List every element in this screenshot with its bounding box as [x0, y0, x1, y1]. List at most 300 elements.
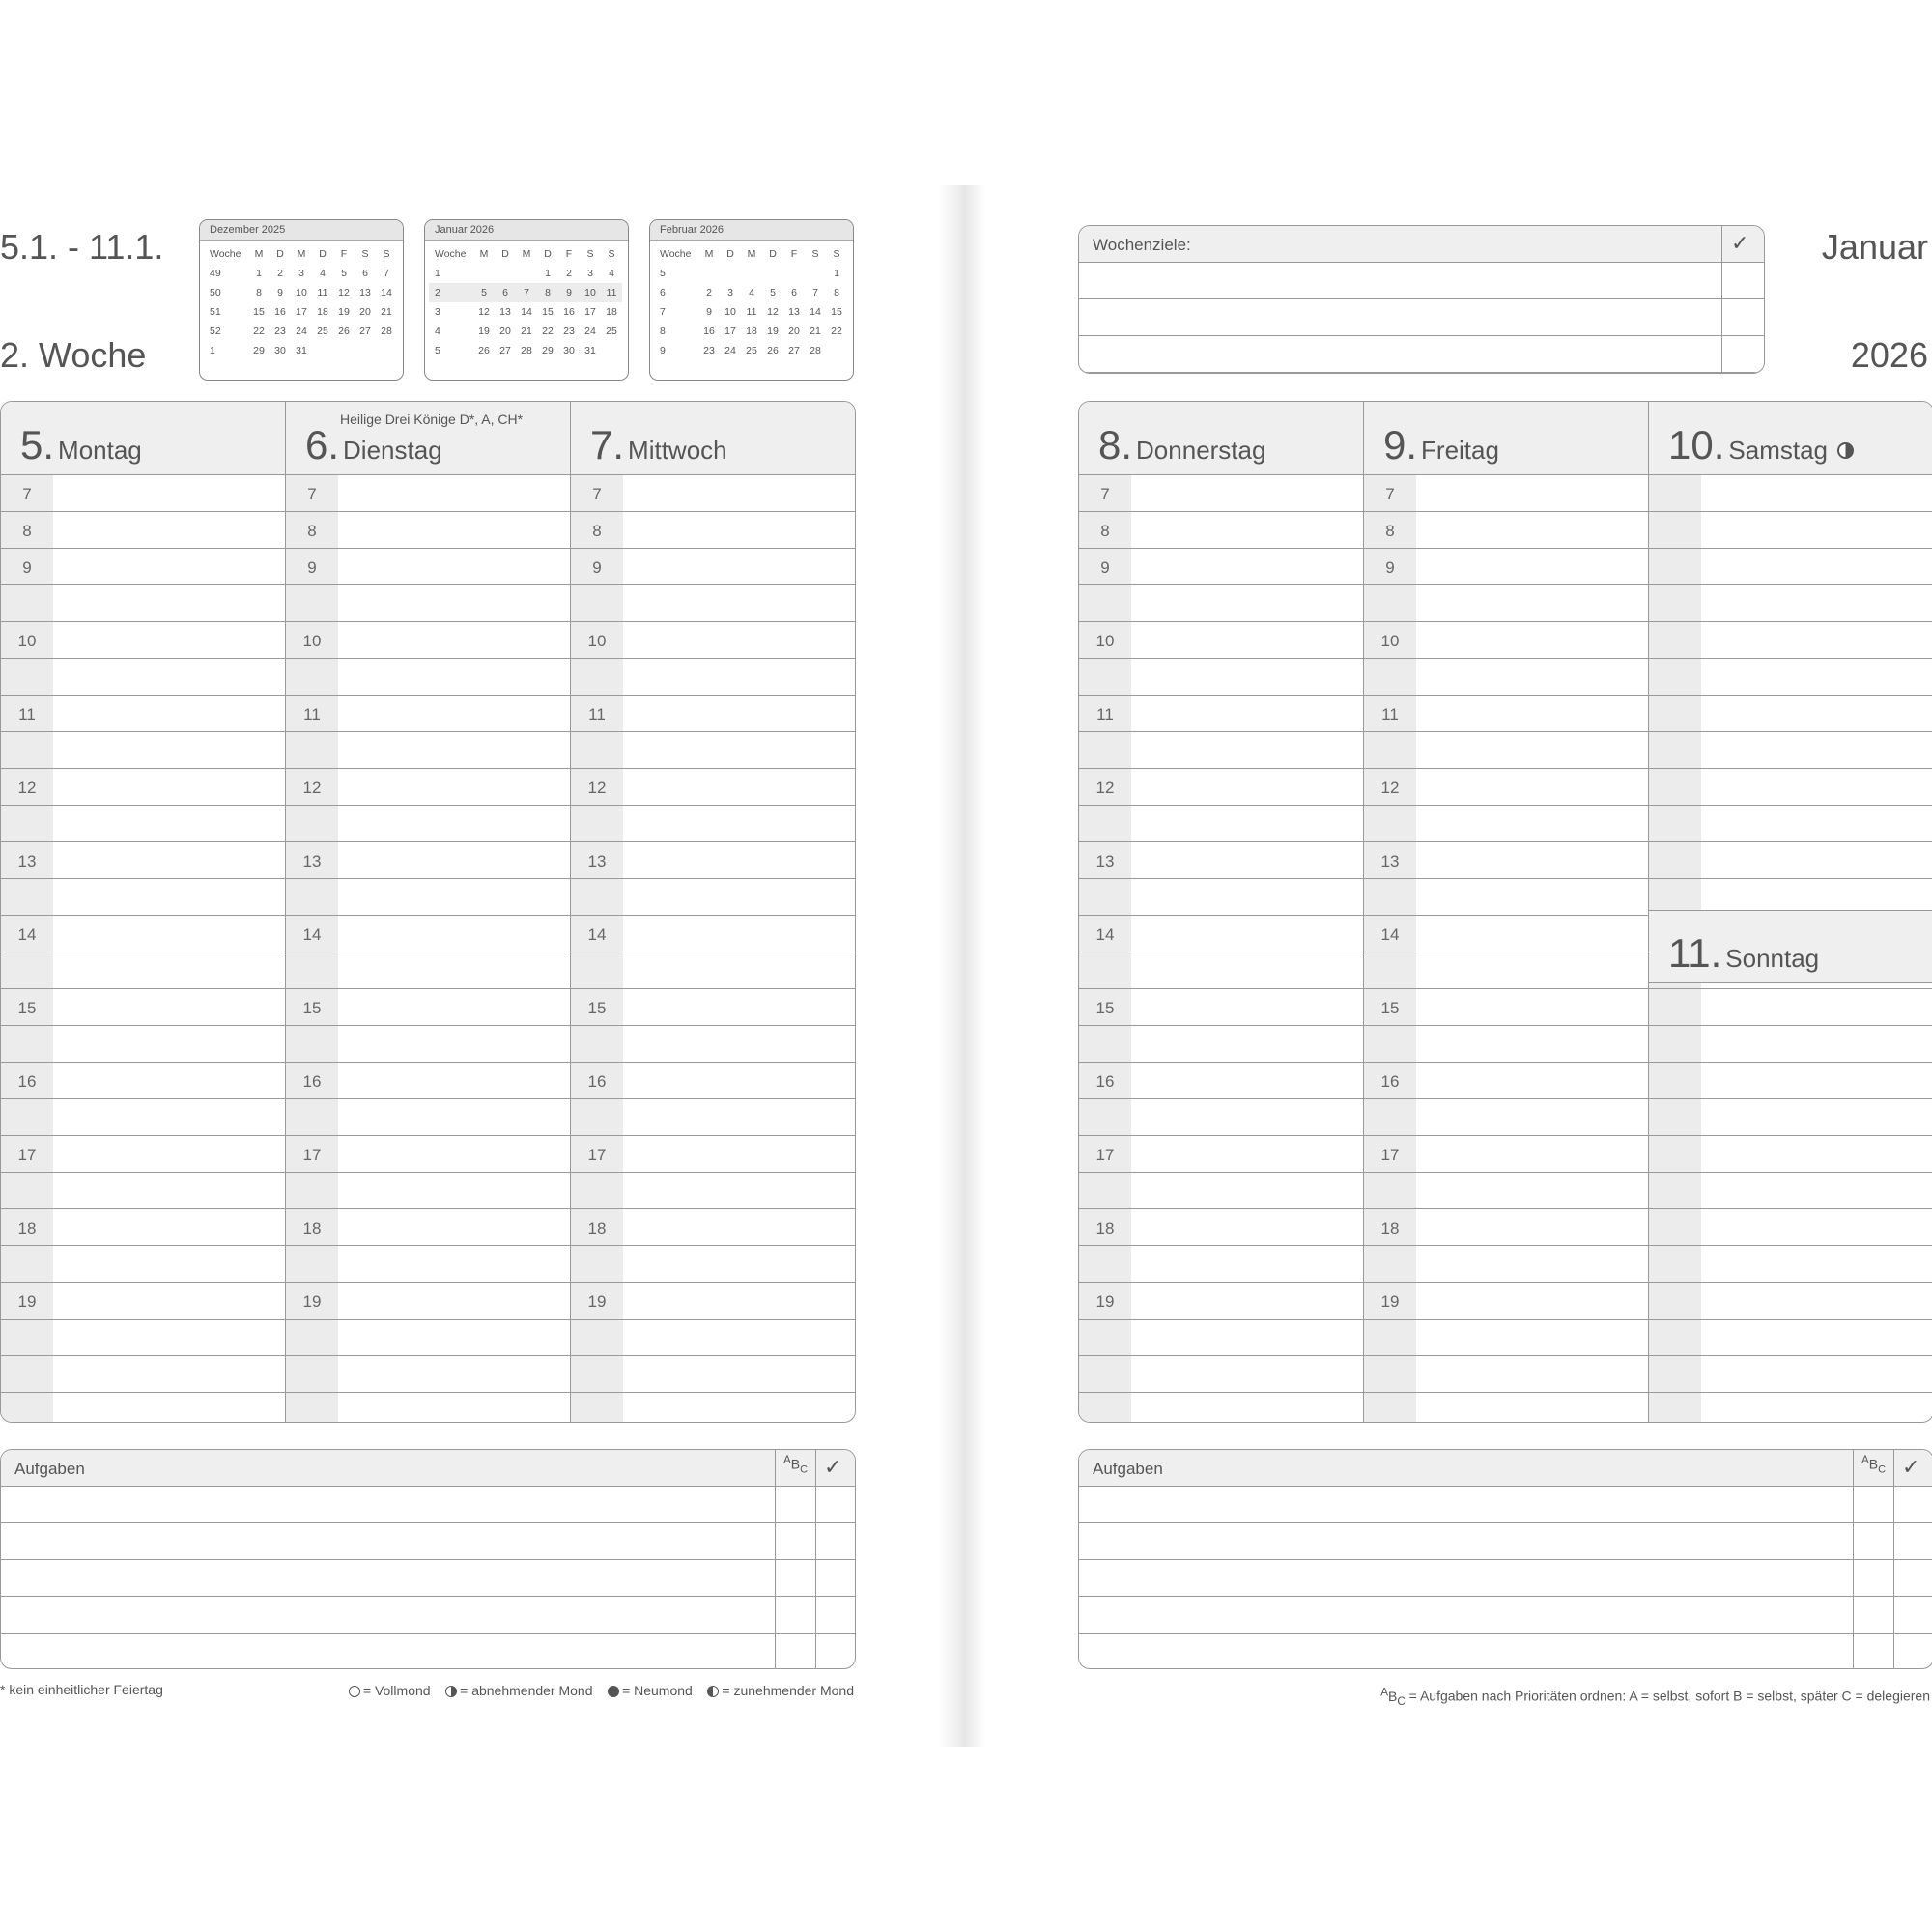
- day-number: 5.: [20, 422, 55, 468]
- time-slot[interactable]: [1, 916, 285, 952]
- time-slot[interactable]: [1364, 1063, 1648, 1099]
- time-slot[interactable]: [1079, 1283, 1363, 1320]
- time-slot[interactable]: [286, 732, 570, 769]
- task-row[interactable]: [1079, 1634, 1932, 1669]
- time-slot[interactable]: [286, 1356, 570, 1393]
- time-slot[interactable]: [1079, 989, 1363, 1026]
- date-cell: M: [479, 248, 489, 260]
- time-slot[interactable]: [1649, 806, 1932, 842]
- time-slot[interactable]: [571, 1283, 855, 1320]
- hour-label: 13: [1095, 852, 1115, 870]
- mini-calendar-week-row: [204, 302, 397, 322]
- time-slot[interactable]: [1364, 1026, 1648, 1063]
- time-slot[interactable]: [1079, 475, 1363, 512]
- date-cell: M: [297, 248, 306, 260]
- time-slot[interactable]: [571, 549, 855, 585]
- time-slot[interactable]: [1364, 769, 1648, 806]
- time-slot[interactable]: [1364, 952, 1648, 989]
- time-slot[interactable]: [1649, 1173, 1932, 1209]
- day-number-label: [305, 422, 442, 468]
- time-slot[interactable]: [1364, 512, 1648, 549]
- time-slot[interactable]: [286, 1136, 570, 1173]
- date-cell: F: [790, 248, 798, 260]
- mini-calendar-december: [199, 219, 404, 381]
- day-number-label: [20, 422, 142, 468]
- task-row[interactable]: [1, 1634, 855, 1669]
- day-column-freitag: [1363, 402, 1648, 1422]
- time-slot[interactable]: [286, 659, 570, 696]
- hour-label: 14: [587, 925, 607, 944]
- time-slot[interactable]: [1364, 732, 1648, 769]
- time-slot[interactable]: [1, 952, 285, 989]
- time-slot[interactable]: [1, 769, 285, 806]
- hour-label: 18: [587, 1219, 607, 1237]
- time-slot[interactable]: [286, 512, 570, 549]
- hour-label: 9: [1100, 558, 1110, 577]
- time-slot[interactable]: [1649, 585, 1932, 622]
- day-column-donnerstag: [1079, 402, 1363, 1422]
- week-number: 9: [660, 345, 666, 356]
- time-slot[interactable]: [1649, 1356, 1932, 1393]
- task-row[interactable]: [1079, 1487, 1932, 1523]
- time-slot[interactable]: [1, 696, 285, 732]
- time-slot[interactable]: [1649, 475, 1932, 512]
- time-slot[interactable]: [286, 1393, 570, 1423]
- time-slot[interactable]: [1079, 1393, 1363, 1423]
- hour-label: 19: [302, 1293, 322, 1311]
- time-slot[interactable]: [571, 512, 855, 549]
- time-slot[interactable]: [1364, 916, 1648, 952]
- moon-legend: = Vollmond = abnehmender Mond = Neumond = zunehmender Mond: [349, 1683, 854, 1698]
- mini-calendar-week-row: [429, 283, 622, 302]
- time-slot[interactable]: [571, 585, 855, 622]
- abc-priority-icon: $^AB_C$: [1380, 1686, 1406, 1708]
- time-slot[interactable]: [286, 1173, 570, 1209]
- time-slot[interactable]: [1649, 622, 1932, 659]
- hour-label: 15: [302, 999, 322, 1017]
- date-cell: 25: [606, 326, 617, 337]
- mini-calendar-header-row: [654, 244, 847, 264]
- date-cell: 4: [320, 268, 326, 279]
- holiday-note: Heilige Drei Könige D*, A, CH*: [340, 412, 524, 427]
- time-slot[interactable]: [1364, 1099, 1648, 1136]
- date-cell: [495, 264, 516, 283]
- time-slot[interactable]: [1079, 1246, 1363, 1283]
- time-slot[interactable]: [571, 989, 855, 1026]
- time-slot[interactable]: [1, 1099, 285, 1136]
- time-slot[interactable]: [1079, 512, 1363, 549]
- time-slot[interactable]: [571, 1356, 855, 1393]
- hour-label: 14: [17, 925, 37, 944]
- mini-calendar-week-row: [654, 341, 847, 360]
- time-slot[interactable]: [1079, 1356, 1363, 1393]
- task-row[interactable]: [1079, 1560, 1932, 1597]
- time-slot[interactable]: [571, 622, 855, 659]
- time-slot[interactable]: [1079, 732, 1363, 769]
- mini-calendar-week-row: [204, 283, 397, 302]
- time-slot[interactable]: [1079, 806, 1363, 842]
- time-slot[interactable]: [1, 659, 285, 696]
- waning-moon-icon: [445, 1686, 457, 1697]
- time-slot[interactable]: [1364, 475, 1648, 512]
- hour-label: 13: [302, 852, 322, 870]
- date-cell: 19: [478, 326, 490, 337]
- hour-label: 15: [1380, 999, 1400, 1017]
- date-cell: M: [522, 248, 531, 260]
- time-slot[interactable]: [1649, 1099, 1932, 1136]
- date-cell: 6: [495, 283, 516, 302]
- time-slot[interactable]: [1649, 732, 1932, 769]
- time-slot[interactable]: [1079, 1099, 1363, 1136]
- week-number: 5: [435, 345, 440, 356]
- time-slot[interactable]: [1364, 659, 1648, 696]
- time-slot[interactable]: [286, 1209, 570, 1246]
- hour-label: 14: [1380, 925, 1400, 944]
- time-slot[interactable]: [1364, 1136, 1648, 1173]
- hour-label: 10: [1380, 632, 1400, 650]
- time-slot[interactable]: [1, 879, 285, 916]
- time-slot[interactable]: [571, 769, 855, 806]
- goal-row[interactable]: [1079, 336, 1764, 373]
- time-slot[interactable]: [1364, 1320, 1648, 1356]
- time-slot[interactable]: [1, 549, 285, 585]
- date-cell: 13: [788, 306, 800, 318]
- time-slot[interactable]: [1649, 1246, 1932, 1283]
- task-row[interactable]: [1079, 1597, 1932, 1634]
- time-slot[interactable]: [286, 1283, 570, 1320]
- time-slot[interactable]: [1, 1320, 285, 1356]
- time-slot[interactable]: [1364, 842, 1648, 879]
- date-cell: D: [544, 248, 552, 260]
- time-slot[interactable]: [1364, 1356, 1648, 1393]
- date-cell: 8: [834, 287, 839, 298]
- year-label: 2026: [1850, 335, 1928, 375]
- time-slot[interactable]: [1079, 622, 1363, 659]
- date-cell: 30: [563, 345, 575, 356]
- hour-label: 8: [22, 522, 32, 540]
- date-cell: 9: [558, 283, 580, 302]
- date-cell: 7: [384, 268, 389, 279]
- time-slot[interactable]: [1, 842, 285, 879]
- time-slot[interactable]: [1, 1136, 285, 1173]
- time-slot[interactable]: [1364, 696, 1648, 732]
- time-slot[interactable]: [571, 1026, 855, 1063]
- goal-row[interactable]: [1079, 299, 1764, 336]
- time-slot[interactable]: [1079, 879, 1363, 916]
- time-slot[interactable]: [1649, 1393, 1932, 1423]
- date-cell: S: [833, 248, 840, 260]
- time-slot[interactable]: [571, 842, 855, 879]
- time-slot[interactable]: [1, 1356, 285, 1393]
- time-slot[interactable]: [1649, 659, 1932, 696]
- time-slot[interactable]: [1, 806, 285, 842]
- date-cell: 3: [727, 287, 733, 298]
- date-cell: S: [586, 248, 594, 260]
- hour-label: 11: [1096, 705, 1114, 724]
- hour-label: 7: [307, 485, 317, 503]
- time-slot[interactable]: [1364, 549, 1648, 585]
- mini-calendar-week-row: [654, 283, 847, 302]
- mini-calendar-week-row: [204, 341, 397, 360]
- time-slot[interactable]: [286, 622, 570, 659]
- time-slot[interactable]: [1649, 1136, 1932, 1173]
- time-slot[interactable]: [1, 475, 285, 512]
- time-slot[interactable]: [1649, 842, 1932, 879]
- time-slot[interactable]: [571, 659, 855, 696]
- tasks-box-left: [0, 1449, 856, 1669]
- time-slot[interactable]: [571, 732, 855, 769]
- hour-label: 16: [587, 1072, 607, 1091]
- hour-label: 12: [17, 779, 37, 797]
- date-cell: 31: [296, 345, 307, 356]
- time-slot[interactable]: [1364, 806, 1648, 842]
- week-number: 1: [435, 268, 440, 279]
- time-slot[interactable]: [571, 475, 855, 512]
- hour-label: 7: [1100, 485, 1110, 503]
- date-cell: 6: [791, 287, 797, 298]
- time-slot[interactable]: [286, 696, 570, 732]
- time-slot[interactable]: [1, 1026, 285, 1063]
- tasks-header-row: [1079, 1450, 1932, 1487]
- time-slot[interactable]: [286, 952, 570, 989]
- hour-label: 16: [1380, 1072, 1400, 1091]
- time-slot[interactable]: [286, 842, 570, 879]
- date-cell: 14: [521, 306, 532, 318]
- time-slot[interactable]: [1649, 1320, 1932, 1356]
- time-slot[interactable]: [1, 1283, 285, 1320]
- time-slot[interactable]: [1364, 879, 1648, 916]
- time-slot[interactable]: [1079, 696, 1363, 732]
- hour-label: 18: [1380, 1219, 1400, 1237]
- mini-calendar-week-row: [204, 264, 397, 283]
- date-cell: 27: [788, 345, 800, 356]
- time-slot[interactable]: [1, 1246, 285, 1283]
- date-cell: 21: [381, 306, 392, 318]
- date-cell: [312, 341, 333, 360]
- time-slot[interactable]: [1, 1393, 285, 1423]
- date-cell: [826, 341, 847, 360]
- time-slot[interactable]: [571, 1320, 855, 1356]
- hour-label: 19: [587, 1293, 607, 1311]
- time-slot[interactable]: [1079, 1320, 1363, 1356]
- time-slot[interactable]: [286, 1063, 570, 1099]
- hour-label: 12: [1095, 779, 1115, 797]
- tasks-header-row: [1, 1450, 855, 1487]
- date-cell: 10: [724, 306, 736, 318]
- time-slot[interactable]: [1079, 585, 1363, 622]
- time-slot[interactable]: [1, 1209, 285, 1246]
- date-cell: 12: [338, 287, 350, 298]
- task-row[interactable]: [1079, 1523, 1932, 1560]
- hour-label: 15: [17, 999, 37, 1017]
- time-slot[interactable]: [1079, 1063, 1363, 1099]
- date-cell: 7: [516, 283, 537, 302]
- time-slot[interactable]: [1, 512, 285, 549]
- mini-calendar-week-row: [204, 322, 397, 341]
- hour-label: 12: [302, 779, 322, 797]
- date-cell: 4: [609, 268, 614, 279]
- date-cell: 15: [831, 306, 842, 318]
- time-slot[interactable]: [1, 622, 285, 659]
- time-slot[interactable]: [1079, 842, 1363, 879]
- day-column-dienstag: [285, 402, 570, 1422]
- right-day-grid: [1078, 401, 1932, 1423]
- date-cell: 17: [724, 326, 736, 337]
- week-number: 5: [660, 268, 666, 279]
- time-slot[interactable]: [571, 1393, 855, 1423]
- time-slot[interactable]: [1649, 512, 1932, 549]
- time-slot[interactable]: [1364, 1246, 1648, 1283]
- date-cell: 23: [563, 326, 575, 337]
- time-slot[interactable]: [571, 1136, 855, 1173]
- mini-calendar-header-row: [204, 244, 397, 264]
- time-slot[interactable]: [1649, 989, 1932, 1026]
- time-slot[interactable]: [1364, 585, 1648, 622]
- time-slot[interactable]: [1649, 549, 1932, 585]
- hour-label: 14: [1095, 925, 1115, 944]
- time-slot[interactable]: [1649, 1283, 1932, 1320]
- time-slot[interactable]: [286, 769, 570, 806]
- time-slot[interactable]: [571, 696, 855, 732]
- time-slot[interactable]: [1079, 916, 1363, 952]
- time-slot[interactable]: [1079, 952, 1363, 989]
- left-day-grid: [0, 401, 856, 1423]
- date-cell: S: [361, 248, 369, 260]
- time-slot[interactable]: [1649, 769, 1932, 806]
- time-slot[interactable]: [1079, 769, 1363, 806]
- hour-label: 12: [587, 779, 607, 797]
- date-cell: S: [608, 248, 615, 260]
- mini-calendar-week-row: [429, 322, 622, 341]
- date-cell: 11: [601, 283, 622, 302]
- date-cell: 21: [810, 326, 821, 337]
- date-cell: 14: [810, 306, 821, 318]
- date-cell: 23: [274, 326, 286, 337]
- date-cell: M: [254, 248, 264, 260]
- time-slot[interactable]: [571, 1099, 855, 1136]
- date-cell: 24: [584, 326, 596, 337]
- hour-label: 16: [17, 1072, 37, 1091]
- time-slot[interactable]: [571, 1246, 855, 1283]
- date-cell: [516, 264, 537, 283]
- time-slot[interactable]: [1649, 696, 1932, 732]
- time-slot[interactable]: [1364, 989, 1648, 1026]
- date-cell: 5: [770, 287, 776, 298]
- date-cell: D: [726, 248, 734, 260]
- time-slot[interactable]: [286, 475, 570, 512]
- time-slot[interactable]: [1364, 1393, 1648, 1423]
- time-slot[interactable]: [1079, 1173, 1363, 1209]
- mini-calendar-january: [424, 219, 629, 381]
- date-cell: 3: [298, 268, 304, 279]
- time-slot[interactable]: [286, 879, 570, 916]
- mini-calendar-week-row: [654, 264, 847, 283]
- time-slot[interactable]: [571, 806, 855, 842]
- time-slot[interactable]: [571, 916, 855, 952]
- hour-label: 7: [1385, 485, 1395, 503]
- date-cell: 16: [703, 326, 715, 337]
- task-row[interactable]: [1, 1597, 855, 1634]
- hour-label: 15: [587, 999, 607, 1017]
- goals-check-column: [1721, 226, 1722, 373]
- time-slot[interactable]: [1079, 1026, 1363, 1063]
- time-slot[interactable]: [571, 1173, 855, 1209]
- date-cell: D: [501, 248, 509, 260]
- day-header: [1364, 402, 1648, 475]
- day-name: Dienstag: [343, 436, 442, 465]
- time-slot[interactable]: [286, 549, 570, 585]
- time-slot[interactable]: [1079, 549, 1363, 585]
- date-cell: S: [811, 248, 819, 260]
- time-slot[interactable]: [286, 989, 570, 1026]
- priority-column: [1853, 1450, 1854, 1668]
- date-cell: 8: [537, 283, 558, 302]
- date-range: 5.1. - 11.1.: [0, 227, 164, 267]
- time-slot[interactable]: [1649, 1209, 1932, 1246]
- day-number: 9.: [1383, 422, 1418, 468]
- goals-header-row: [1079, 226, 1764, 263]
- hour-label: 11: [18, 705, 36, 724]
- time-slot[interactable]: [1364, 1173, 1648, 1209]
- time-slot[interactable]: [1649, 1026, 1932, 1063]
- time-slot[interactable]: [286, 806, 570, 842]
- day-number-label: [1098, 422, 1266, 468]
- date-cell: 20: [788, 326, 800, 337]
- time-slot[interactable]: [1, 989, 285, 1026]
- date-cell: 29: [542, 345, 554, 356]
- day-header: [1649, 402, 1932, 475]
- week-number: 7: [660, 306, 666, 318]
- date-cell: 19: [767, 326, 779, 337]
- time-slot[interactable]: [1079, 1209, 1363, 1246]
- time-slot[interactable]: [286, 1320, 570, 1356]
- time-slot[interactable]: [1079, 659, 1363, 696]
- time-slot[interactable]: [571, 1209, 855, 1246]
- time-slot[interactable]: [286, 1246, 570, 1283]
- task-row[interactable]: [1, 1487, 855, 1523]
- time-slot[interactable]: [286, 1026, 570, 1063]
- time-slot[interactable]: [1, 732, 285, 769]
- date-cell: 8: [256, 287, 262, 298]
- hour-label: 17: [1380, 1146, 1400, 1164]
- goal-row[interactable]: [1079, 263, 1764, 299]
- time-slot[interactable]: [1649, 1063, 1932, 1099]
- time-slot[interactable]: [1, 1063, 285, 1099]
- time-slot[interactable]: [1, 1173, 285, 1209]
- time-slot[interactable]: [571, 1063, 855, 1099]
- time-slot[interactable]: [1079, 1136, 1363, 1173]
- time-slot[interactable]: [286, 916, 570, 952]
- date-cell: 28: [810, 345, 821, 356]
- time-slot[interactable]: [286, 1099, 570, 1136]
- mini-calendar-week-row: [654, 302, 847, 322]
- time-slot[interactable]: [1364, 1283, 1648, 1320]
- time-slot[interactable]: [571, 879, 855, 916]
- time-slot[interactable]: [1364, 622, 1648, 659]
- date-cell: 17: [584, 306, 596, 318]
- date-cell: 18: [746, 326, 757, 337]
- task-row[interactable]: [1, 1560, 855, 1597]
- date-cell: 2: [277, 268, 283, 279]
- date-cell: M: [704, 248, 714, 260]
- time-slot[interactable]: [571, 952, 855, 989]
- hour-label: 18: [302, 1219, 322, 1237]
- task-row[interactable]: [1, 1523, 855, 1560]
- week-number: 4: [435, 326, 440, 337]
- time-slot[interactable]: [1364, 1209, 1648, 1246]
- time-slot[interactable]: [286, 585, 570, 622]
- time-slot[interactable]: [1, 585, 285, 622]
